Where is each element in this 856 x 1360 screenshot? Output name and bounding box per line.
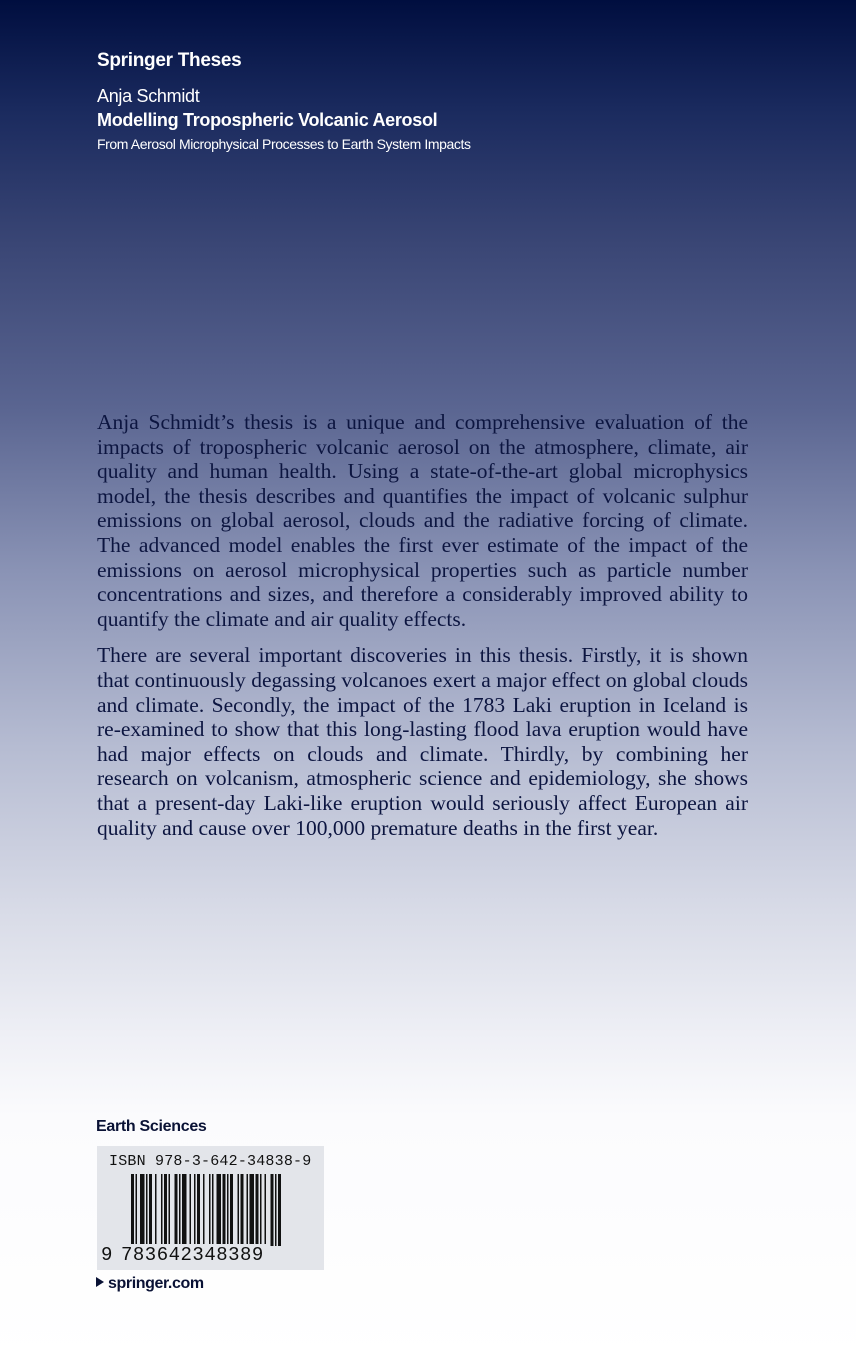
book-subtitle: From Aerosol Microphysical Processes to Earth System Impacts [97, 136, 471, 152]
barcode-bar [190, 1174, 192, 1246]
barcode-bar [203, 1174, 205, 1246]
barcode-bar [169, 1174, 171, 1246]
barcode-bar [217, 1174, 222, 1246]
barcode-bar [136, 1174, 138, 1246]
abstract-paragraph-1: Anja Schmidt’s thesis is a unique and comprehensive evaluation of the impacts of tropospheric volcanic aerosol on the atmosphere, climate, air quality and human health. Using a state-of-the-art global microphysics model, the thesis describes and quantifies the impact of volcanic sulphur emissions on global aerosol, clouds and the radiative forcing of climate. The advanced model enables the first ever estimate of the impact of the emissions on aerosol microphysical properties such as particle number concentrations and sizes, and therefore a considerably improved ability to quantify the climate and air quality effects. [97, 410, 748, 631]
barcode-bar [256, 1174, 259, 1246]
barcode-bar [155, 1174, 157, 1246]
barcode-bar [241, 1174, 244, 1246]
barcode-bar [209, 1174, 211, 1246]
barcode-bar [278, 1174, 281, 1246]
barcode-bar [194, 1174, 196, 1246]
barcode-bar [260, 1174, 262, 1246]
barcode-bar [161, 1174, 163, 1246]
barcode-bar [149, 1174, 152, 1246]
triangle-arrow-icon [96, 1277, 104, 1287]
barcode-bar [247, 1174, 249, 1246]
author-name: Anja Schmidt [97, 86, 200, 106]
barcode-first-digit: 9 [101, 1244, 113, 1266]
barcode-bar [164, 1174, 167, 1246]
subject-category: Earth Sciences [96, 1118, 207, 1135]
barcode-bar [271, 1174, 274, 1246]
barcode-box [97, 1146, 324, 1270]
barcode-bar [146, 1174, 148, 1246]
book-title: Modelling Tropospheric Volcanic Aerosol [97, 110, 438, 130]
cover-header [97, 50, 471, 152]
barcode-bar [197, 1174, 200, 1246]
springer-link-text: springer.com [108, 1275, 204, 1292]
barcode-bar [265, 1174, 267, 1246]
barcode-bar [230, 1174, 233, 1246]
springer-link[interactable] [96, 1275, 204, 1293]
barcode-digits: 783642348389 [121, 1244, 264, 1266]
barcode-bar [179, 1174, 181, 1246]
barcode-bar [140, 1174, 145, 1246]
barcode-bar [238, 1174, 240, 1246]
barcode-bar [182, 1174, 187, 1246]
barcode-bar [275, 1174, 277, 1246]
barcode-bar [223, 1174, 226, 1246]
abstract [97, 410, 748, 852]
barcode-bar [250, 1174, 255, 1246]
barcode-bar [212, 1174, 214, 1246]
barcode-bar [131, 1174, 134, 1246]
barcode-bar [175, 1174, 178, 1246]
abstract-paragraph-2: There are several important discoveries in this thesis. Firstly, it is shown that continuously degassing volcanoes exert a major effect on global clouds and climate. Secondly, the impact of the 1783 Laki eruption in Iceland is re-examined to show that this long-lasting flood lava eruption would have had major effects on clouds and climate. Thirdly, by combining her research on volcanism, atmospheric science and epidemiology, she shows that a present-day Laki-like eruption would seriously affect European air quality and cause over 100,000 premature deaths in the first year. [97, 643, 748, 840]
barcode-bar [227, 1174, 229, 1246]
isbn-label: ISBN 978-3-642-34838-9 [109, 1153, 312, 1170]
series-name: Springer Theses [97, 50, 242, 71]
